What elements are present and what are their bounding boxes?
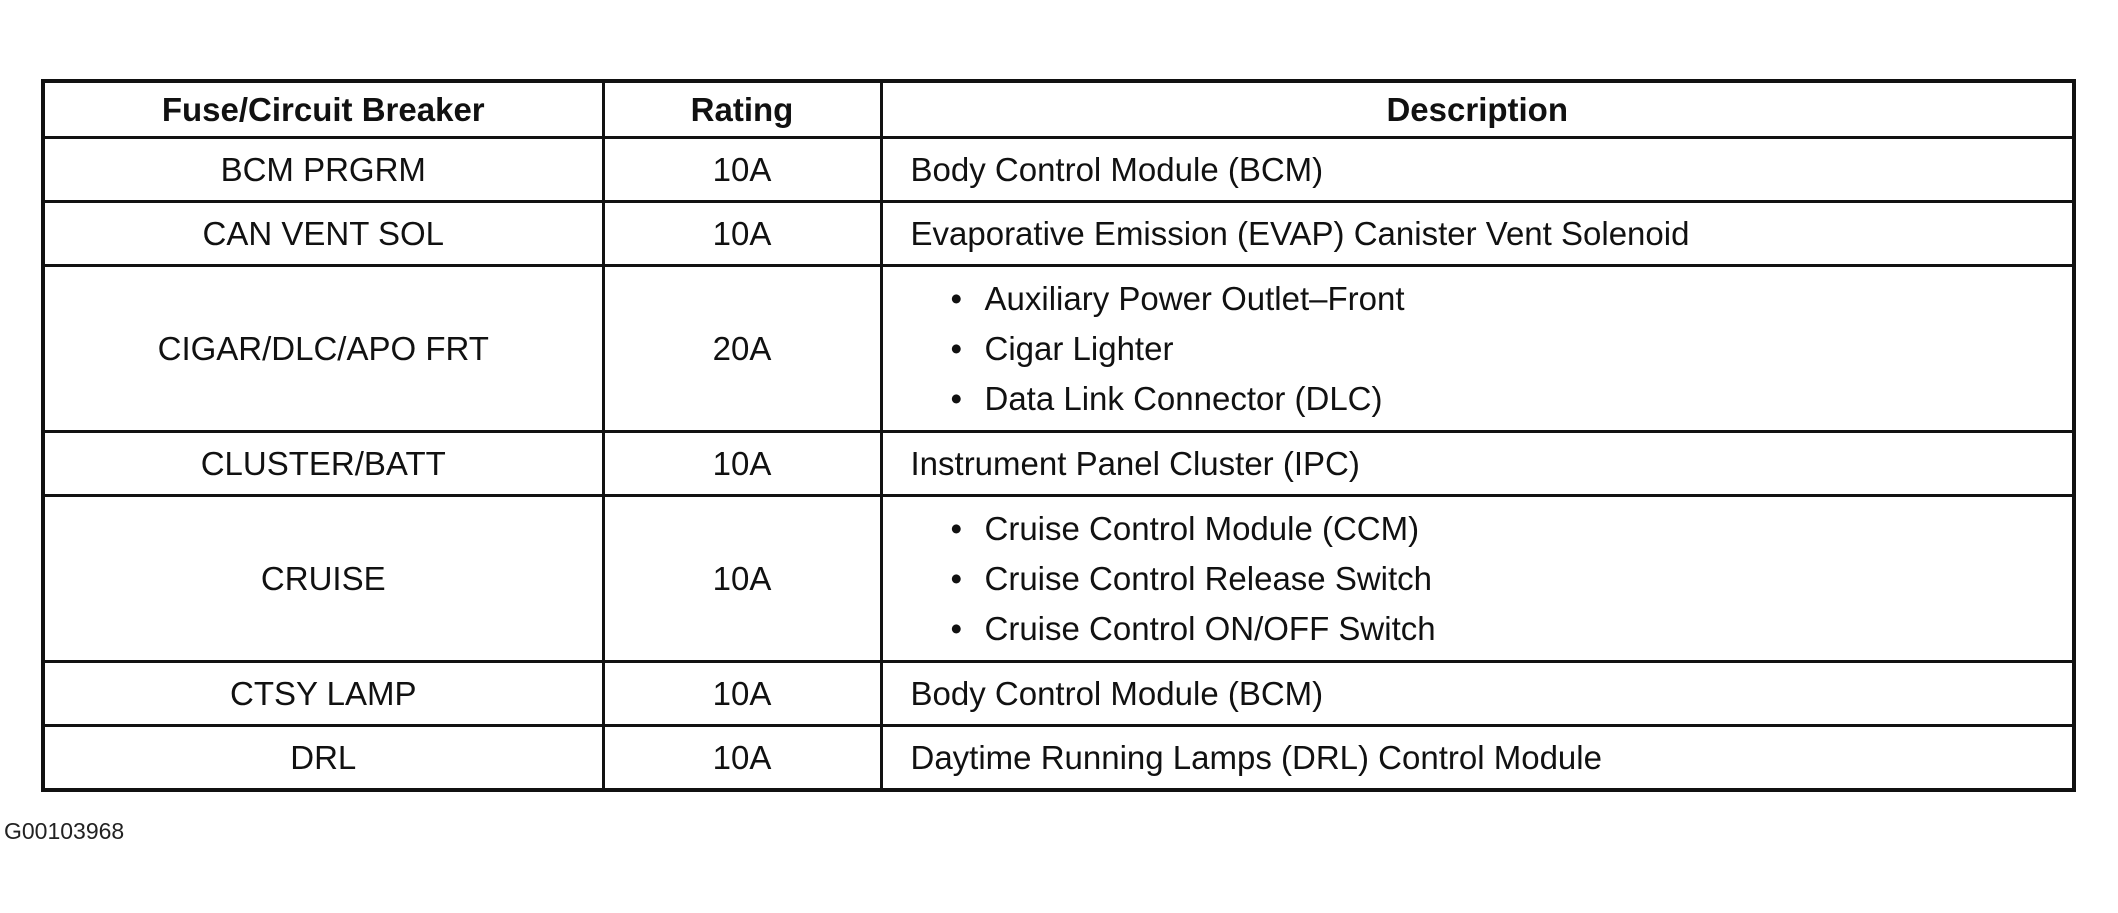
rating-cell: 10A xyxy=(603,662,881,726)
list-item: • Auxiliary Power Outlet–Front xyxy=(951,274,2045,324)
description-bullet-list xyxy=(911,274,2045,424)
table-row xyxy=(43,202,2074,266)
list-item: • Cruise Control Module (CCM) xyxy=(951,504,2045,554)
list-item: • Cruise Control Release Switch xyxy=(951,554,2045,604)
table-row xyxy=(43,662,2074,726)
description-bullet-list xyxy=(911,504,2045,654)
rating-cell: 10A xyxy=(603,726,881,791)
description-cell: Body Control Module (BCM) xyxy=(881,138,2074,202)
description-cell xyxy=(881,496,2074,662)
header-description: Description xyxy=(881,81,2074,138)
description-cell: Evaporative Emission (EVAP) Canister Vent Solenoid xyxy=(881,202,2074,266)
list-item: • Cigar Lighter xyxy=(951,324,2045,374)
table-row xyxy=(43,496,2074,662)
list-item: • Data Link Connector (DLC) xyxy=(951,374,2045,424)
rating-cell: 10A xyxy=(603,202,881,266)
header-fuse: Fuse/Circuit Breaker xyxy=(43,81,603,138)
header-row xyxy=(43,81,2074,138)
description-cell xyxy=(881,266,2074,432)
rating-cell: 10A xyxy=(603,432,881,496)
fuse-cell: DRL xyxy=(43,726,603,791)
fuse-cell: CAN VENT SOL xyxy=(43,202,603,266)
rating-cell: 10A xyxy=(603,496,881,662)
description-cell: Daytime Running Lamps (DRL) Control Module xyxy=(881,726,2074,791)
fuse-cell: BCM PRGRM xyxy=(43,138,603,202)
description-cell: Instrument Panel Cluster (IPC) xyxy=(881,432,2074,496)
table-row xyxy=(43,726,2074,791)
fuse-cell: CLUSTER/BATT xyxy=(43,432,603,496)
table-row xyxy=(43,432,2074,496)
header-rating: Rating xyxy=(603,81,881,138)
rating-cell: 10A xyxy=(603,138,881,202)
table-row xyxy=(43,266,2074,432)
fuse-cell: CIGAR/DLC/APO FRT xyxy=(43,266,603,432)
description-cell: Body Control Module (BCM) xyxy=(881,662,2074,726)
fuse-cell: CRUISE xyxy=(43,496,603,662)
fuse-table xyxy=(41,79,2076,792)
fuse-cell: CTSY LAMP xyxy=(43,662,603,726)
figure-id: G00103968 xyxy=(4,818,125,844)
list-item: • Cruise Control ON/OFF Switch xyxy=(951,604,2045,654)
table-row xyxy=(43,138,2074,202)
rating-cell: 20A xyxy=(603,266,881,432)
